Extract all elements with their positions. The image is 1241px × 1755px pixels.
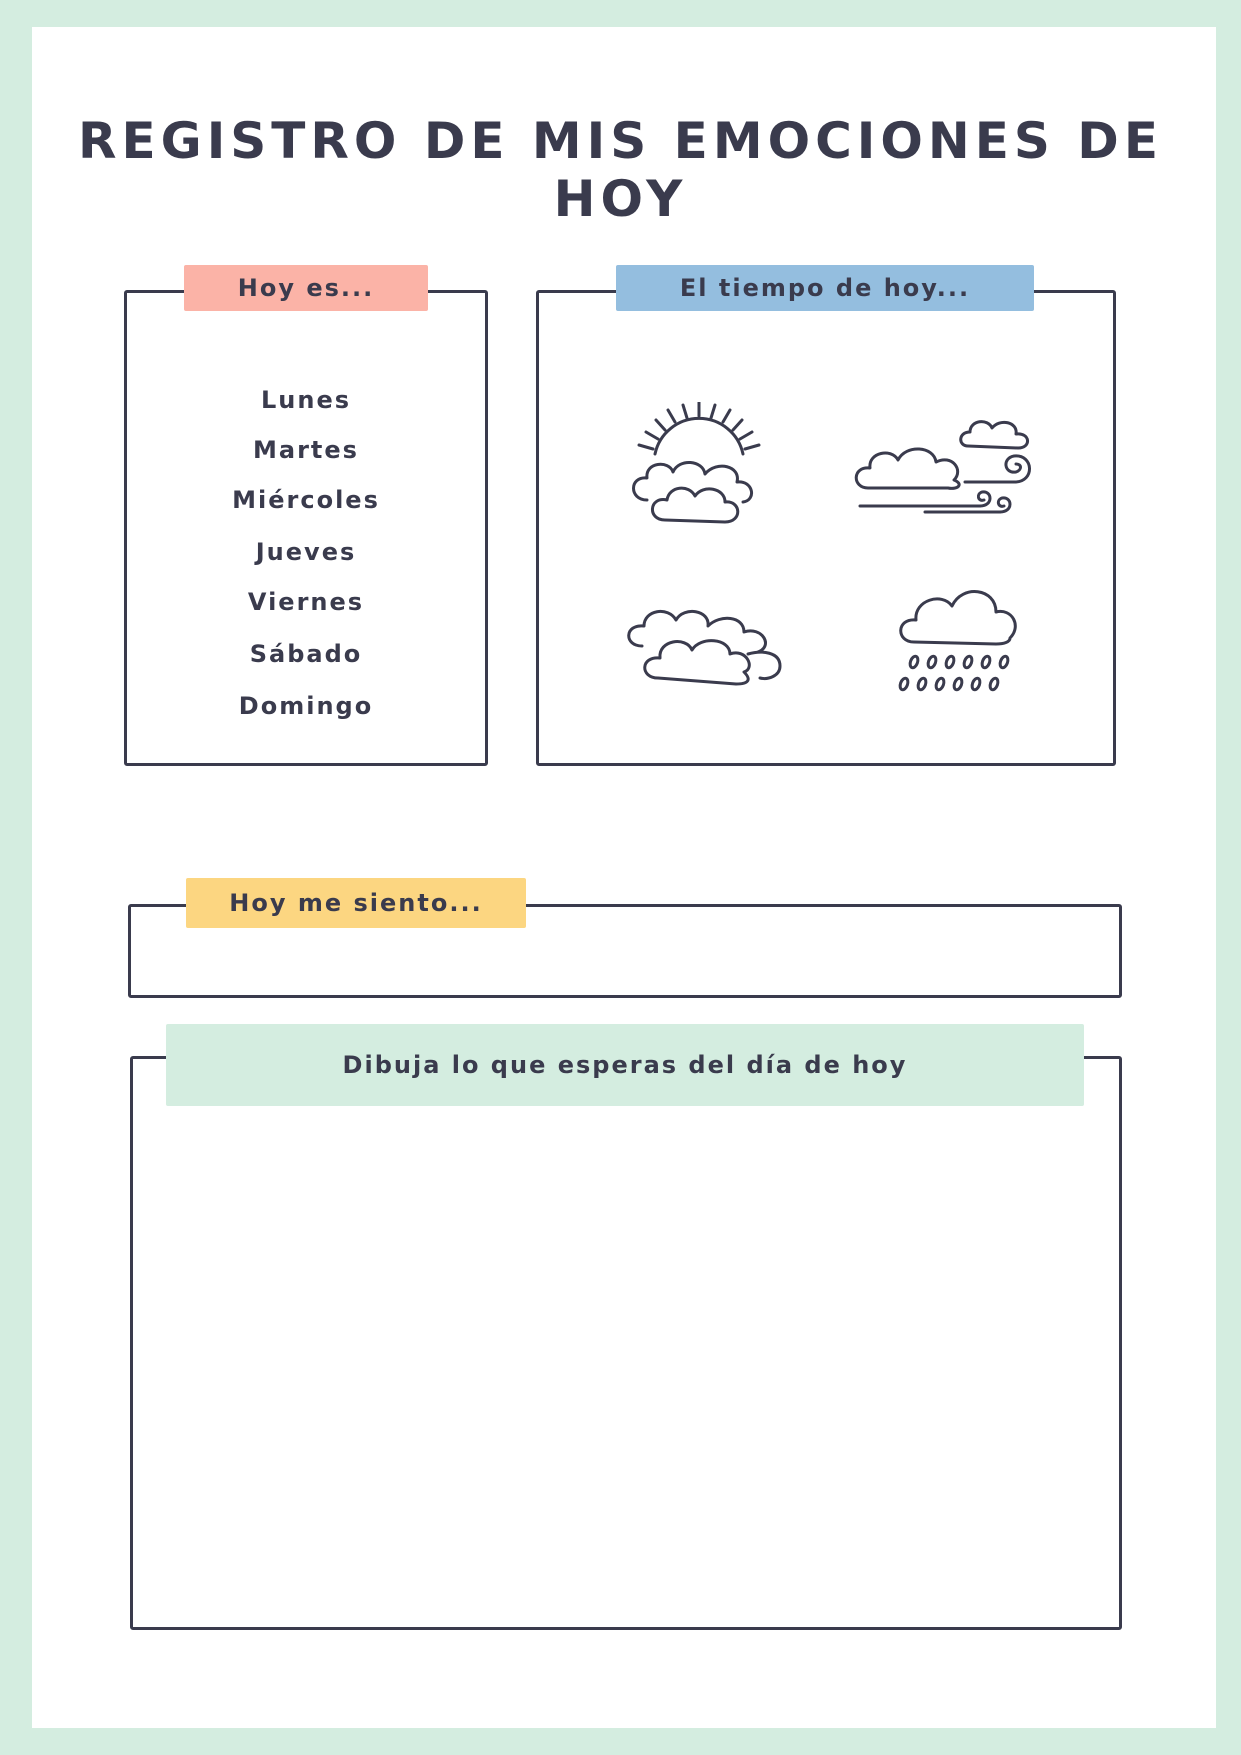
sun-cloud-icon[interactable] <box>625 402 775 532</box>
page-title: REGISTRO DE MIS EMOCIONES DE HOY <box>78 112 1163 228</box>
day-martes[interactable]: Martes <box>253 436 359 464</box>
feel-label: Hoy me siento... <box>186 878 526 928</box>
day-domingo[interactable]: Domingo <box>238 692 374 720</box>
day-sabado[interactable]: Sábado <box>249 640 363 668</box>
day-lunes[interactable]: Lunes <box>260 386 352 414</box>
weather-box <box>536 290 1116 766</box>
day-viernes[interactable]: Viernes <box>247 588 365 616</box>
rain-cloud-icon[interactable] <box>892 582 1022 702</box>
wind-cloud-icon[interactable] <box>850 410 1050 520</box>
day-miercoles[interactable]: Miércoles <box>232 486 380 514</box>
cloudy-icon[interactable] <box>620 600 790 690</box>
day-label: Hoy es... <box>184 265 428 311</box>
day-jueves[interactable]: Jueves <box>255 538 357 566</box>
draw-label: Dibuja lo que esperas del día de hoy <box>166 1024 1084 1106</box>
draw-box[interactable] <box>130 1056 1122 1630</box>
weather-label: El tiempo de hoy... <box>616 265 1034 311</box>
